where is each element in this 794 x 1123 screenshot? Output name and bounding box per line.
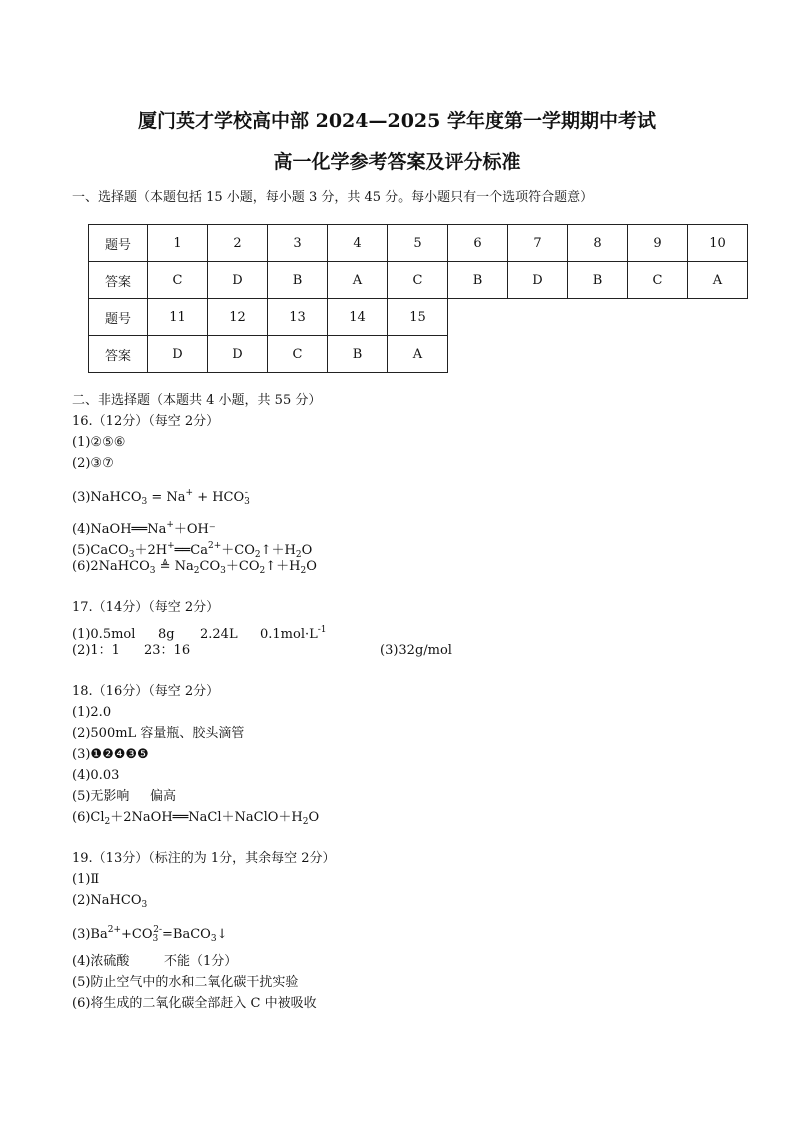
table-cell: 14 — [328, 299, 388, 336]
q18-answer-1: (1)2.0 — [72, 705, 112, 720]
table-cell: B — [568, 262, 628, 299]
answer-text: (5)无影响 — [72, 789, 130, 804]
table-row — [89, 262, 748, 299]
table-cell: A — [688, 262, 748, 299]
q17-answer-1 — [72, 622, 327, 643]
formula-text: ══Ca — [174, 543, 208, 558]
q19-answer-5: (5)防止空气中的水和二氧化碳干扰实验 — [72, 975, 299, 990]
formula-text: + HCO — [193, 490, 245, 505]
subscript: 3 — [141, 900, 148, 910]
superscript: + — [167, 541, 175, 551]
q19-answer-2 — [72, 893, 147, 913]
formula-text: ＋CO — [221, 543, 255, 558]
q16-answer-4 — [72, 517, 216, 538]
formula-text: = Na — [147, 490, 186, 505]
table-cell: D — [208, 262, 268, 299]
q18-answer-6 — [72, 810, 319, 830]
formula-text: ＋2NaOH══NaCl＋NaClO＋H — [110, 810, 303, 825]
answer-text: 8g — [158, 627, 175, 642]
table-cell: C — [148, 262, 208, 299]
table-cell: B — [448, 262, 508, 299]
table-cell: B — [268, 262, 328, 299]
q16-header: 16.（12分）（每空 2分） — [72, 414, 220, 429]
formula-text: O — [301, 543, 313, 558]
row-label-question: 题号 — [89, 299, 148, 336]
superscript: - — [244, 488, 248, 498]
subscript: 3 — [152, 934, 159, 944]
table-cell: D — [508, 262, 568, 299]
formula-text: (6)Cl — [72, 810, 105, 825]
subscript: 2 — [259, 566, 266, 576]
section2-heading: 二、非选择题（本题共 4 小题，共 55 分） — [72, 393, 322, 408]
subscript: 3 — [244, 497, 250, 507]
formula-text: (2)NaHCO — [72, 893, 142, 908]
table-cell: 7 — [508, 225, 568, 262]
q17-answer-2 — [72, 643, 452, 659]
answer-text: (2)1：1 — [72, 643, 120, 658]
table-row — [89, 336, 448, 373]
q19-answer-6: (6)将生成的二氧化碳全部赶入 C 中被吸收 — [72, 996, 317, 1011]
subscript: 2 — [193, 566, 200, 576]
subscript: 3 — [210, 934, 217, 944]
subscript: 3 — [141, 497, 148, 507]
subscript: 3 — [149, 566, 156, 576]
table-row — [89, 225, 748, 262]
formula-text: ≜ Na — [155, 559, 194, 574]
table-cell: 11 — [148, 299, 208, 336]
q18-answer-4: (4)0.03 — [72, 768, 120, 783]
q16-answer-1: (1)②⑤⑥ — [72, 435, 126, 450]
exam-title: 厦门英才学校高中部 2024—2025 学年度第一学期期中考试 — [138, 110, 656, 132]
table-cell: 1 — [148, 225, 208, 262]
table-cell: 3 — [268, 225, 328, 262]
formula-text: ＋OH⁻ — [173, 522, 216, 537]
answer-text: (4)浓硫酸 — [72, 954, 130, 969]
answer-text: 0.1mol·L — [260, 627, 318, 642]
answer-text: 23：16 — [144, 643, 191, 658]
q16-answer-2: (2)③⑦ — [72, 456, 114, 471]
formula-text: ＋2H — [134, 543, 168, 558]
superscript: + — [185, 488, 194, 498]
table-cell: 15 — [388, 299, 448, 336]
answer-table-2 — [88, 298, 448, 373]
q19-answer-1: (1)Ⅱ — [72, 872, 100, 887]
formula-text: ＋CO — [225, 559, 260, 574]
superscript: + — [166, 520, 174, 530]
answer-text: 2.24L — [200, 627, 238, 642]
subscript: 2 — [104, 817, 111, 827]
q16-answer-6 — [72, 559, 317, 579]
formula-text: +CO — [121, 927, 153, 942]
answer-text: 偏高 — [150, 789, 177, 804]
formula-text: (3)Ba — [72, 927, 108, 942]
answer-text: 不能（1分） — [164, 954, 238, 969]
q16-answer-3 — [72, 485, 248, 510]
formula-text: ↑＋H — [260, 543, 296, 558]
q18-answer-2: (2)500mL 容量瓶、胶头滴管 — [72, 726, 245, 741]
exam-subtitle: 高一化学参考答案及评分标准 — [273, 151, 521, 173]
table-cell: D — [208, 336, 268, 373]
table-cell: 6 — [448, 225, 508, 262]
table-cell: 5 — [388, 225, 448, 262]
q19-header: 19.（13分）（标注的为 1分，其余每空 2分） — [72, 851, 336, 866]
table-cell: C — [268, 336, 328, 373]
q18-header: 18.（16分）（每空 2分） — [72, 684, 220, 699]
superscript: -1 — [317, 625, 327, 635]
formula-text: CO — [199, 559, 221, 574]
q18-answer-5 — [72, 789, 176, 805]
row-label-question: 题号 — [89, 225, 148, 262]
subscript: 3 — [220, 566, 226, 576]
table-cell: B — [328, 336, 388, 373]
table-cell: 10 — [688, 225, 748, 262]
superscript: 2+ — [207, 541, 222, 551]
table-row — [89, 299, 448, 336]
table-cell: C — [628, 262, 688, 299]
subscript: 2 — [295, 550, 302, 560]
subscript: 3 — [128, 550, 135, 560]
superscript: 2+ — [107, 925, 121, 935]
table-cell: 2 — [208, 225, 268, 262]
row-label-answer: 答案 — [89, 336, 148, 373]
table-cell: C — [388, 262, 448, 299]
table-cell: 9 — [628, 225, 688, 262]
superscript: 2- — [153, 925, 163, 935]
subscript: 2 — [302, 817, 309, 827]
table-cell: 4 — [328, 225, 388, 262]
table-cell: D — [148, 336, 208, 373]
formula-text: (6)2NaHCO — [72, 559, 150, 574]
formula-text: (5)CaCO — [72, 543, 129, 558]
table-cell: A — [388, 336, 448, 373]
q19-answer-4 — [72, 954, 237, 970]
table-cell: A — [328, 262, 388, 299]
row-label-answer: 答案 — [89, 262, 148, 299]
formula-text: ↓ — [216, 927, 228, 942]
formula-text: O — [306, 559, 317, 574]
q18-answer-3: (3)❶❷❹❸❺ — [72, 747, 149, 762]
table-cell: 12 — [208, 299, 268, 336]
section1-heading: 一、选择题（本题包括 15 小题，每小题 3 分，共 45 分。每小题只有一个选项符合题意） — [72, 190, 594, 205]
table-cell: 13 — [268, 299, 328, 336]
formula-text: (4)NaOH══Na — [72, 522, 167, 537]
answer-text: (1)0.5mol — [72, 627, 136, 642]
subscript: 2 — [254, 550, 261, 560]
q19-answer-3 — [72, 922, 227, 947]
formula-text: =BaCO — [162, 927, 211, 942]
answer-table-1 — [88, 224, 748, 299]
answer-text: (3)32g/mol — [380, 643, 452, 658]
formula-text: O — [308, 810, 320, 825]
subscript: 2 — [300, 566, 307, 576]
table-cell: 8 — [568, 225, 628, 262]
formula-text: ↑＋H — [265, 559, 301, 574]
formula-text: (3)NaHCO — [72, 490, 142, 505]
q17-header: 17.（14分）（每空 2分） — [72, 600, 220, 615]
